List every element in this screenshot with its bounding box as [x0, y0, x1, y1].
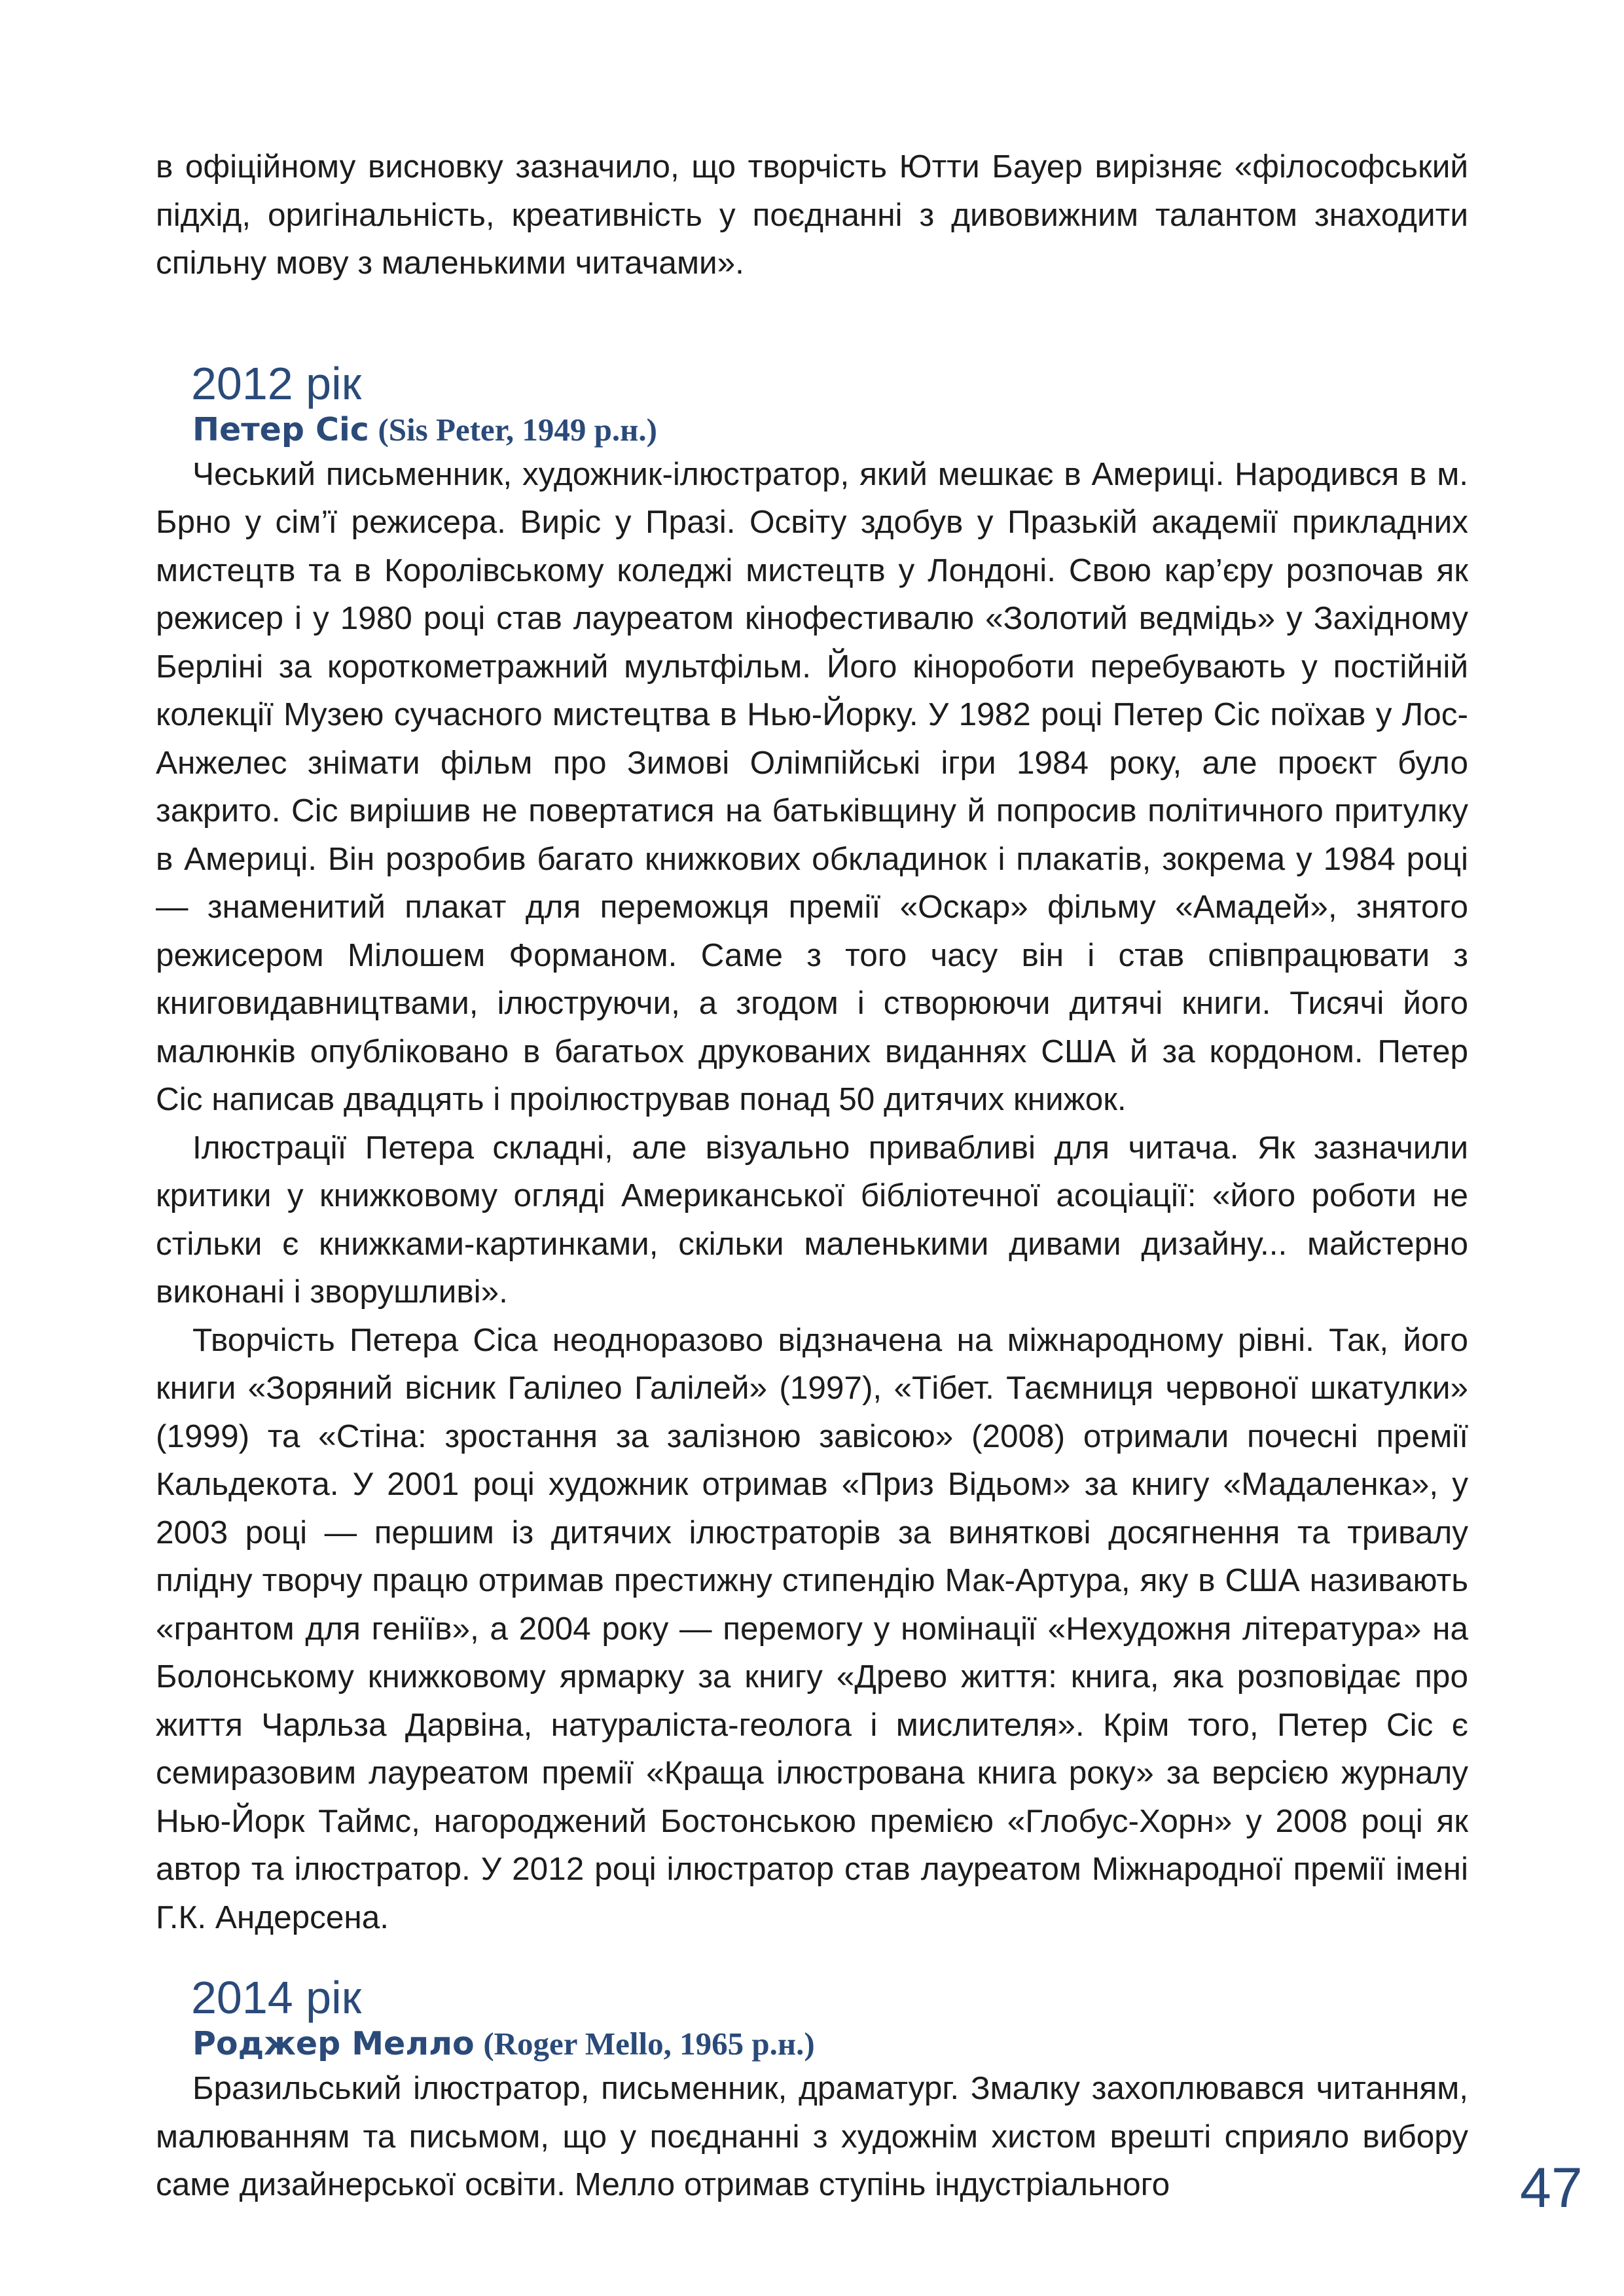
section-2012	[156, 357, 1468, 1942]
laureate-name: Петер Сіс	[192, 410, 369, 448]
body-paragraph: Ілюстрації Петера складні, але візуально привабливі для читача. Як зазначили критики у книжковому огляді Американської бібліотечної асоціації: «його роботи не стільки є книжками-картинками, скільки маленькими дивами дизайну... майстерно виконані і зворушливі».	[156, 1129, 1468, 1310]
page-number: 47	[1520, 2157, 1583, 2219]
section-2014	[156, 1971, 1468, 2209]
laureate-info: (Roger Mello, 1965 р.н.)	[483, 2026, 815, 2062]
body-paragraph: Творчість Петера Сіса неодноразово відзначена на міжнародному рівні. Так, його книги «Зоряний вісник Галілео Галілей» (1997), «Тібет. Таємниця червоної шкатулки» (1999) та «Стіна: зростання за залізною завісою» (2008) отримали почесні премії Кальдекота. У 2001 році художник отримав «Приз Відьом» за книгу «Мадаленка», у 2003 році — першим із дитячих ілюстраторів за виняткові досягнення та тривалу плідну творчу працю отримав престижну стипендію Мак-Артура, яку в США називають «грантом для геніїв», а 2004 року — перемогу у номінації «Нехудожня література» на Болонському книжковому ярмарку за книгу «Древо життя: книга, яка розповідає про життя Чарльза Дарвіна, натураліста-геолога і мислителя». Крім того, Петер Сіс є семиразовим лауреатом премії «Краща ілюстрована книга року» за версією журналу Нью-Йорк Таймс, нагороджений Бостонською премією «Глобус-Хорн» у 2008 році як автор та ілюстратор. У 2012 році ілюстратор став лауреатом Міжнародної премії імені Г.К. Андерсена.	[156, 1321, 1468, 1935]
intro-paragraph: в офіційному висновку зазначило, що творчість Ютти Бауер вирізняє «філософський підхід, оригінальність, креативність у поєднанні з дивовижним талантом знаходити спільну мову з маленькими читачами».	[156, 149, 1468, 281]
page-content	[156, 143, 1468, 2209]
section-year-heading: 2014 рік	[191, 1972, 362, 2023]
laureate-heading	[192, 2024, 1468, 2064]
body-paragraph: Чеський письменник, художник-ілюстратор, який мешкає в Америці. Народився в м. Брно у сім’ї режисера. Виріс у Празі. Освіту здобув у Празькій академії прикладних мистецтв та в Королівському коледжі мистецтв у Лондоні. Свою кар’єру розпочав як режисер і у 1980 році став лауреатом кінофестивалю «Золотий ведмідь» у Західному Берліні за короткометражний мультфільм. Його кінороботи перебувають у постійній колекції Музею сучасного мистецтва в Нью-Йорку. У 1982 році Петер Сіс поїхав у Лос-Анжелес знімати фільм про Зимові Олімпійські ігри 1984 року, але проєкт було закрито. Сіс вирішив не повертатися на батьківщину й попросив політичного притулку в Америці. Він розробив багато книжкових обкладинок і плакатів, зокрема у 1984 році — знаменитий плакат для переможця премії «Оскар» фільму «Амадей», знятого режисером Мілошем Форманом. Саме з того часу він і став співпрацювати з книговидавництвами, ілюструючи, а згодом і створюючи дитячі книги. Тисячі його малюнків опубліковано в багатьох друкованих виданнях США й за кордоном. Петер Сіс написав двадцять і проілюстрував понад 50 дитячих книжок.	[156, 456, 1468, 1117]
section-year-heading: 2012 рік	[191, 357, 362, 409]
body-paragraph: Бразильський ілюстратор, письменник, драматург. Змалку захоплювався читанням, малюванням та письмом, що у поєднанні з художнім хистом врешті сприяло вибору саме дизайнерської освіти. Мелло отримав ступінь індустріального	[156, 2070, 1468, 2202]
laureate-name: Роджер Мелло	[192, 2025, 475, 2062]
laureate-info: (Sis Peter, 1949 р.н.)	[378, 411, 657, 448]
laureate-heading	[192, 410, 1468, 450]
